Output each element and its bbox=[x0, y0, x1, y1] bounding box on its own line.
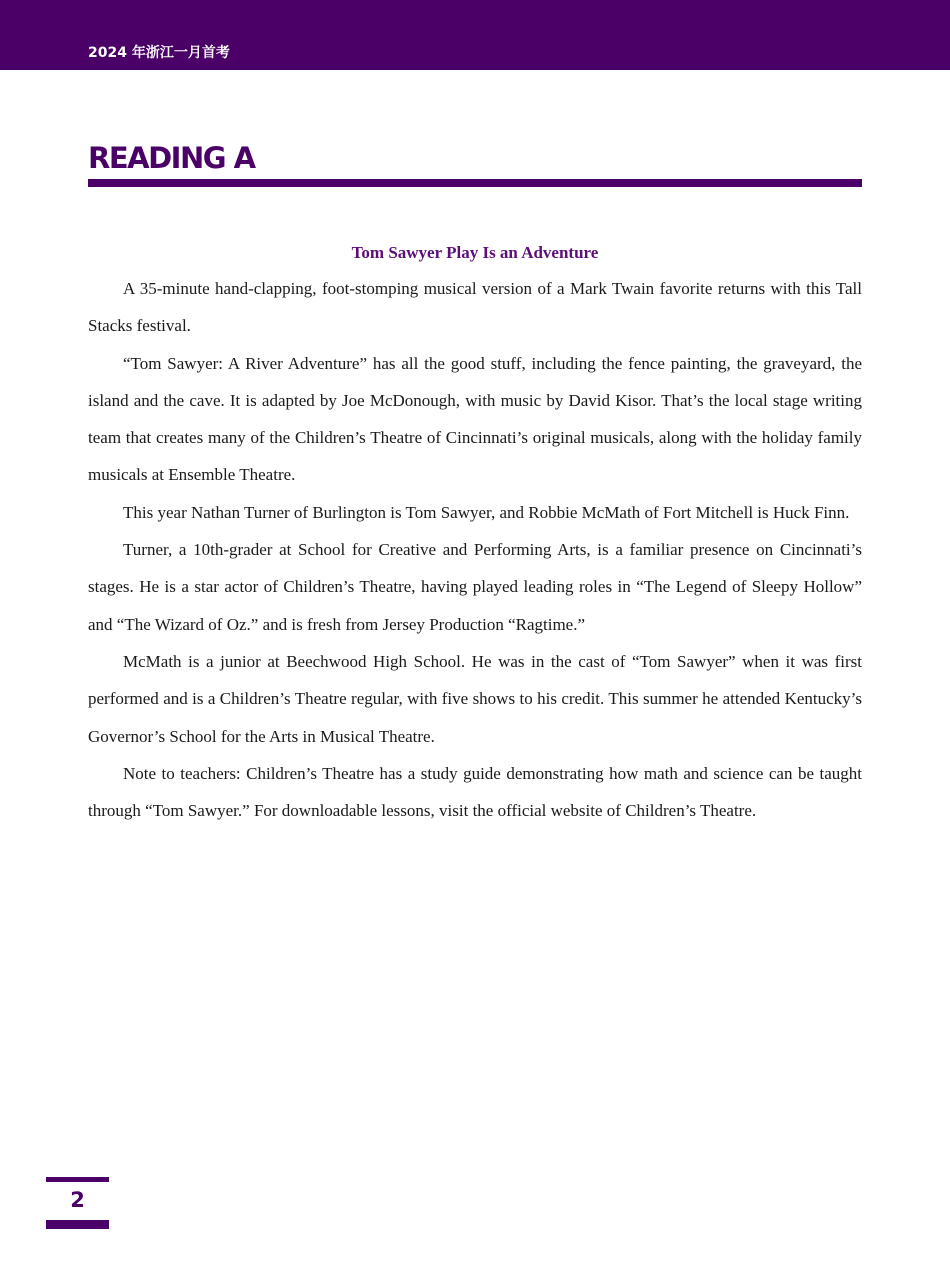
article-paragraph: Note to teachers: Children’s Theatre has a study guide demonstrating how math and science can be taught through “Tom Sawyer.” For downloadable lessons, visit the official website of Children’s Theatre. bbox=[88, 763, 862, 821]
article-paragraph: A 35-minute hand-clapping, foot-stomping musical version of a Mark Twain favorite returns with this Tall Stacks festival. bbox=[88, 279, 862, 336]
article bbox=[88, 234, 862, 829]
section-title: READING A bbox=[88, 141, 255, 175]
page-number-rule-bottom bbox=[46, 1220, 109, 1229]
article-title: Tom Sawyer Play Is an Adventure bbox=[351, 243, 599, 262]
section-title-rule bbox=[88, 179, 862, 187]
top-banner bbox=[0, 0, 950, 70]
article-paragraph: Turner, a 10th-grader at School for Creative and Performing Arts, is a familiar presence on Cincinnati’s stages. He is a star actor of Children’s Theatre, having played leading roles in “The Legend of Sleepy Hollow” and “The Wizard of Oz.” and is fresh from Jersey Production “Ragtime.” bbox=[88, 540, 862, 634]
page-number-rule-top bbox=[46, 1177, 109, 1182]
exam-label: 2024 年浙江一月首考 bbox=[88, 45, 230, 61]
page-number: 2 bbox=[70, 1188, 85, 1212]
article-paragraph: McMath is a junior at Beechwood High School. He was in the cast of “Tom Sawyer” when it was first performed and is a Children’s Theatre regular, with five shows to his credit. This summer he attended Kentucky’s Governor’s School for the Arts in Musical Theatre. bbox=[88, 651, 862, 746]
article-paragraph: “Tom Sawyer: A River Adventure” has all the good stuff, including the fence painting, the graveyard, the island and the cave. It is adapted by Joe McDonough, with music by David Kisor. That’s the local stage writing team that creates many of the Children’s Theatre of Cincinnati’s original musicals, along with the holiday family musicals at Ensemble Theatre. bbox=[88, 353, 862, 485]
article-paragraph: This year Nathan Turner of Burlington is Tom Sawyer, and Robbie McMath of Fort Mitchell is Huck Finn. bbox=[123, 502, 850, 522]
